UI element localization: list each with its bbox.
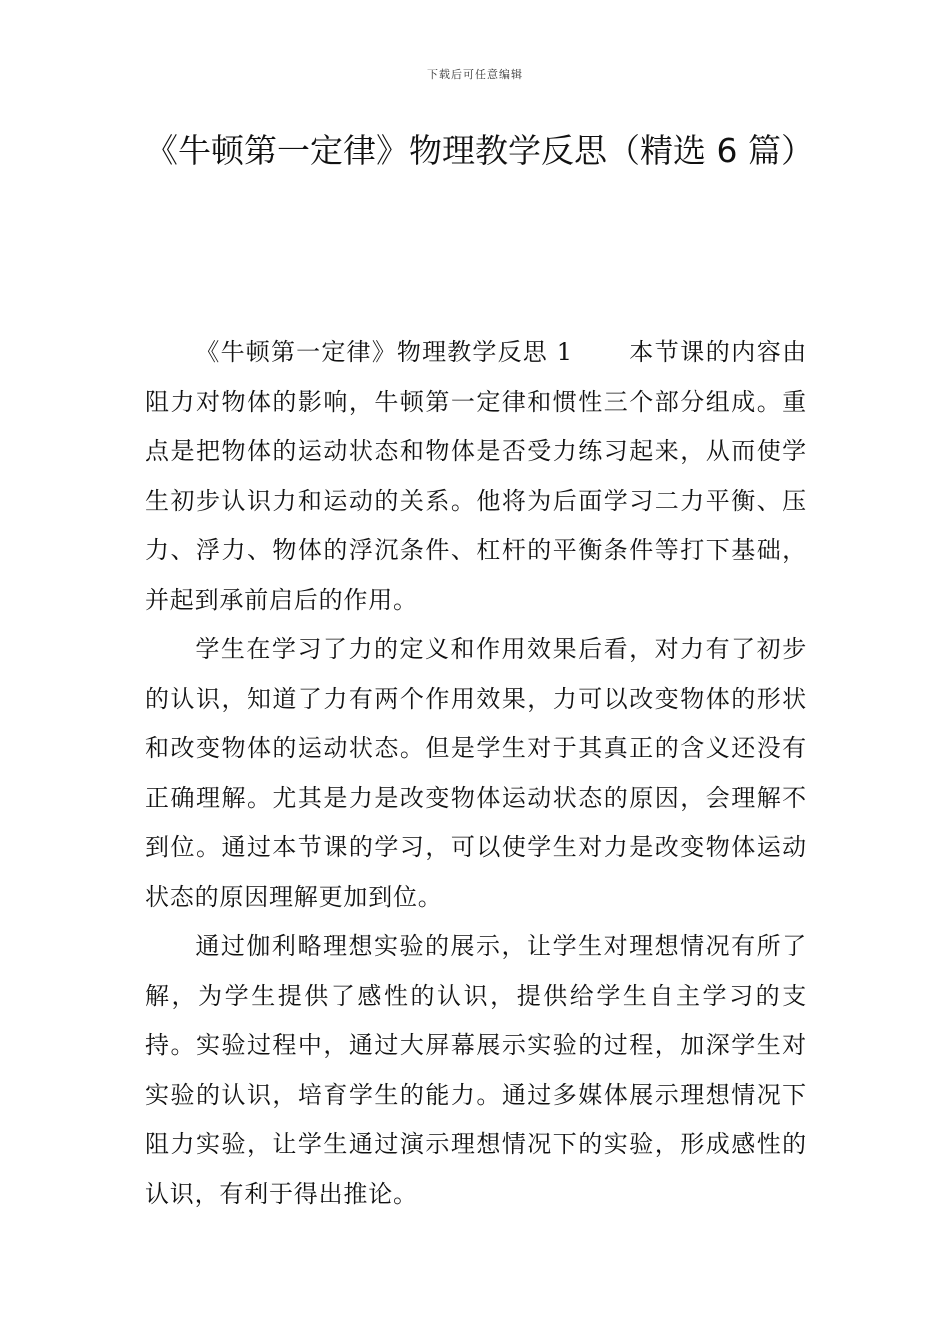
paragraph-1 xyxy=(145,328,807,625)
paragraph-3: 通过伽利略理想实验的展示，让学生对理想情况有所了解，为学生提供了感性的认识，提供给学生自主学习的支持。实验过程中，通过大屏幕展示实验的过程，加深学生对实验的认识，培育学生的能力。通过多媒体展示理想情况下阻力实验，让学生通过演示理想情况下的实验，形成感性的认识，有利于得出推论。 xyxy=(145,932,807,1208)
header-note: 下载后可任意编辑 xyxy=(427,68,523,81)
paragraph-2: 学生在学习了力的定义和作用效果后看，对力有了初步的认识，知道了力有两个作用效果，力可以改变物体的形状和改变物体的运动状态。但是学生对于其真正的含义还没有正确理解。尤其是力是改变物体运动状态的原因，会理解不到位。通过本节课的学习，可以使学生对力是改变物体运动状态的原因理解更加到位。 xyxy=(145,635,807,911)
document-title: 《牛顿第一定律》物理教学反思（精选 6 篇） xyxy=(145,131,814,170)
document-body xyxy=(145,328,807,1219)
paragraph-text: 本节课的内容由阻力对物体的影响，牛顿第一定律和惯性三个部分组成。重点是把物体的运动状态和物体是否受力练习起来，从而使学生初步认识力和运动的关系。他将为后面学习二力平衡、压力、浮力、物体的浮沉条件、杠杆的平衡条件等打下基础，并起到承前启后的作用。 xyxy=(145,338,807,614)
section-label: 《牛顿第一定律》物理教学反思 1 xyxy=(195,338,573,366)
